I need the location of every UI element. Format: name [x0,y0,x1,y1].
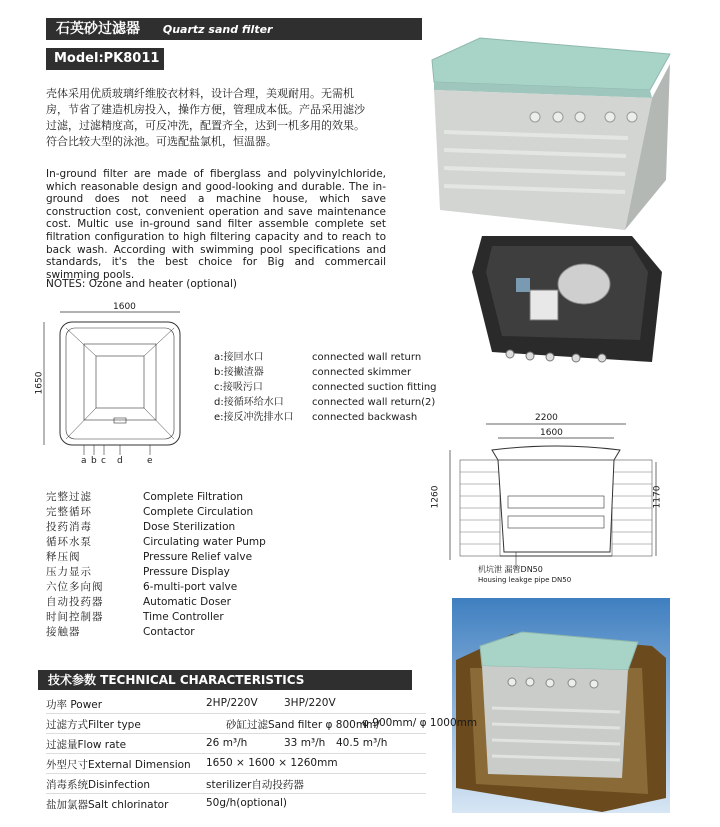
product-photo-closed [420,20,690,230]
description-en-text: In-ground filter are made of fiberglass and polyvinylchloride, which reasonable design and good-looking and durable. The in-ground does not need a machine house, which save construction cost, convenient operation and save maintenance cost. Multic use in-ground sand filter assemble complete set filtration configuration to high filtering capacity and to reach to back wash. According with swimming pool specifications and standards, it's the best choice for Big and commercail swimming pools. [46,168,386,281]
section-outer-width: 2200 [535,413,558,423]
equipment-row: 完整过滤 Complete Filtration [46,491,244,503]
description-en [46,168,386,281]
section-drawing [446,420,666,580]
title-bar [46,18,422,40]
installed-illustration [452,598,670,813]
equipment-row: 释压阀 Pressure Relief valve [46,551,253,563]
pipe-label-en: Housing leakge pipe DN50 [478,576,572,584]
plan-point-e: e [147,456,153,466]
plan-drawing [40,310,200,460]
table-row: 功率 Power 2HP/220V 3HP/220V [46,694,426,714]
technical-heading: 技术参数 TECHNICAL CHARACTERISTICS [38,670,412,690]
table-row: 消毒系统Disinfection sterilizer自动投药器 [46,774,426,794]
equipment-row: 时间控制器 Time Controller [46,611,224,623]
equipment-row: 投药消毒 Dose Sterilization [46,521,236,533]
title-en: Quartz sand filter [162,23,273,36]
table-row: 盐加氯器Salt chlorinator 50g/h(optional) [46,797,287,811]
plan-width-label: 1600 [113,302,136,312]
plan-point-c: c [101,456,106,466]
section-height-left: 1260 [430,485,441,509]
equipment-row: 自动投药器 Automatic Doser [46,596,231,608]
equipment-row: 六位多向阀 6-multi-port valve [46,581,238,593]
equipment-row: 接触器 Contactor [46,626,195,638]
plan-point-d: d [117,456,123,466]
equipment-list [46,490,266,640]
equipment-row: 压力显示 Pressure Display [46,566,230,578]
section-inner-width: 1600 [540,428,563,438]
plan-height-label: 1650 [34,371,45,395]
connections-list [214,350,437,425]
model-bar: Model:PK8011 [46,48,164,70]
plan-point-b: b [91,456,97,466]
connection-row: c:接吸污口 connected suction fitting [214,382,437,393]
technical-table [46,694,478,813]
pipe-label-cn: 机坑泄 漏管DN50 [478,565,543,574]
notes: NOTES: Ozone and heater (optional) [46,278,237,290]
table-row: 过滤量Flow rate 26 m³/h 33 m³/h 40.5 m³/h [46,734,426,754]
connection-row: e:接反冲洗排水口 connected backwash [214,412,418,423]
description-cn: 壳体采用优质玻璃纤维胶衣材料，设计合理，美观耐用。无需机房，节省了建造机房投入，操作方便，管理成本低。产品采用滤沙过滤，过滤精度高，可反冲洗，配置齐全，达到一机多用的效果。符合比较大型的泳池。可选配盐氯机，恒温器。 [46,87,365,148]
plan-point-a: a [81,456,87,466]
connection-row: b:接撇渣器 connected skimmer [214,367,412,378]
equipment-row: 循环水泵 Circulating water Pump [46,536,266,548]
connection-row: a:接回水口 connected wall return [214,352,422,363]
product-photo-open [472,232,672,372]
equipment-row: 完整循环 Complete Circulation [46,506,254,518]
section-height-right: 1170 [652,485,663,509]
connection-row: d:接循环给水口 connected wall return(2) [214,397,436,408]
table-row: 过滤方式Filter type 砂缸过滤Sand filter φ 800mm/ φ 900mm/ φ 1000mm [46,714,426,734]
title-cn: 石英砂过滤器 [56,21,140,37]
table-row: 外型尺寸External Dimension 1650 × 1600 × 1260mm [46,754,426,774]
